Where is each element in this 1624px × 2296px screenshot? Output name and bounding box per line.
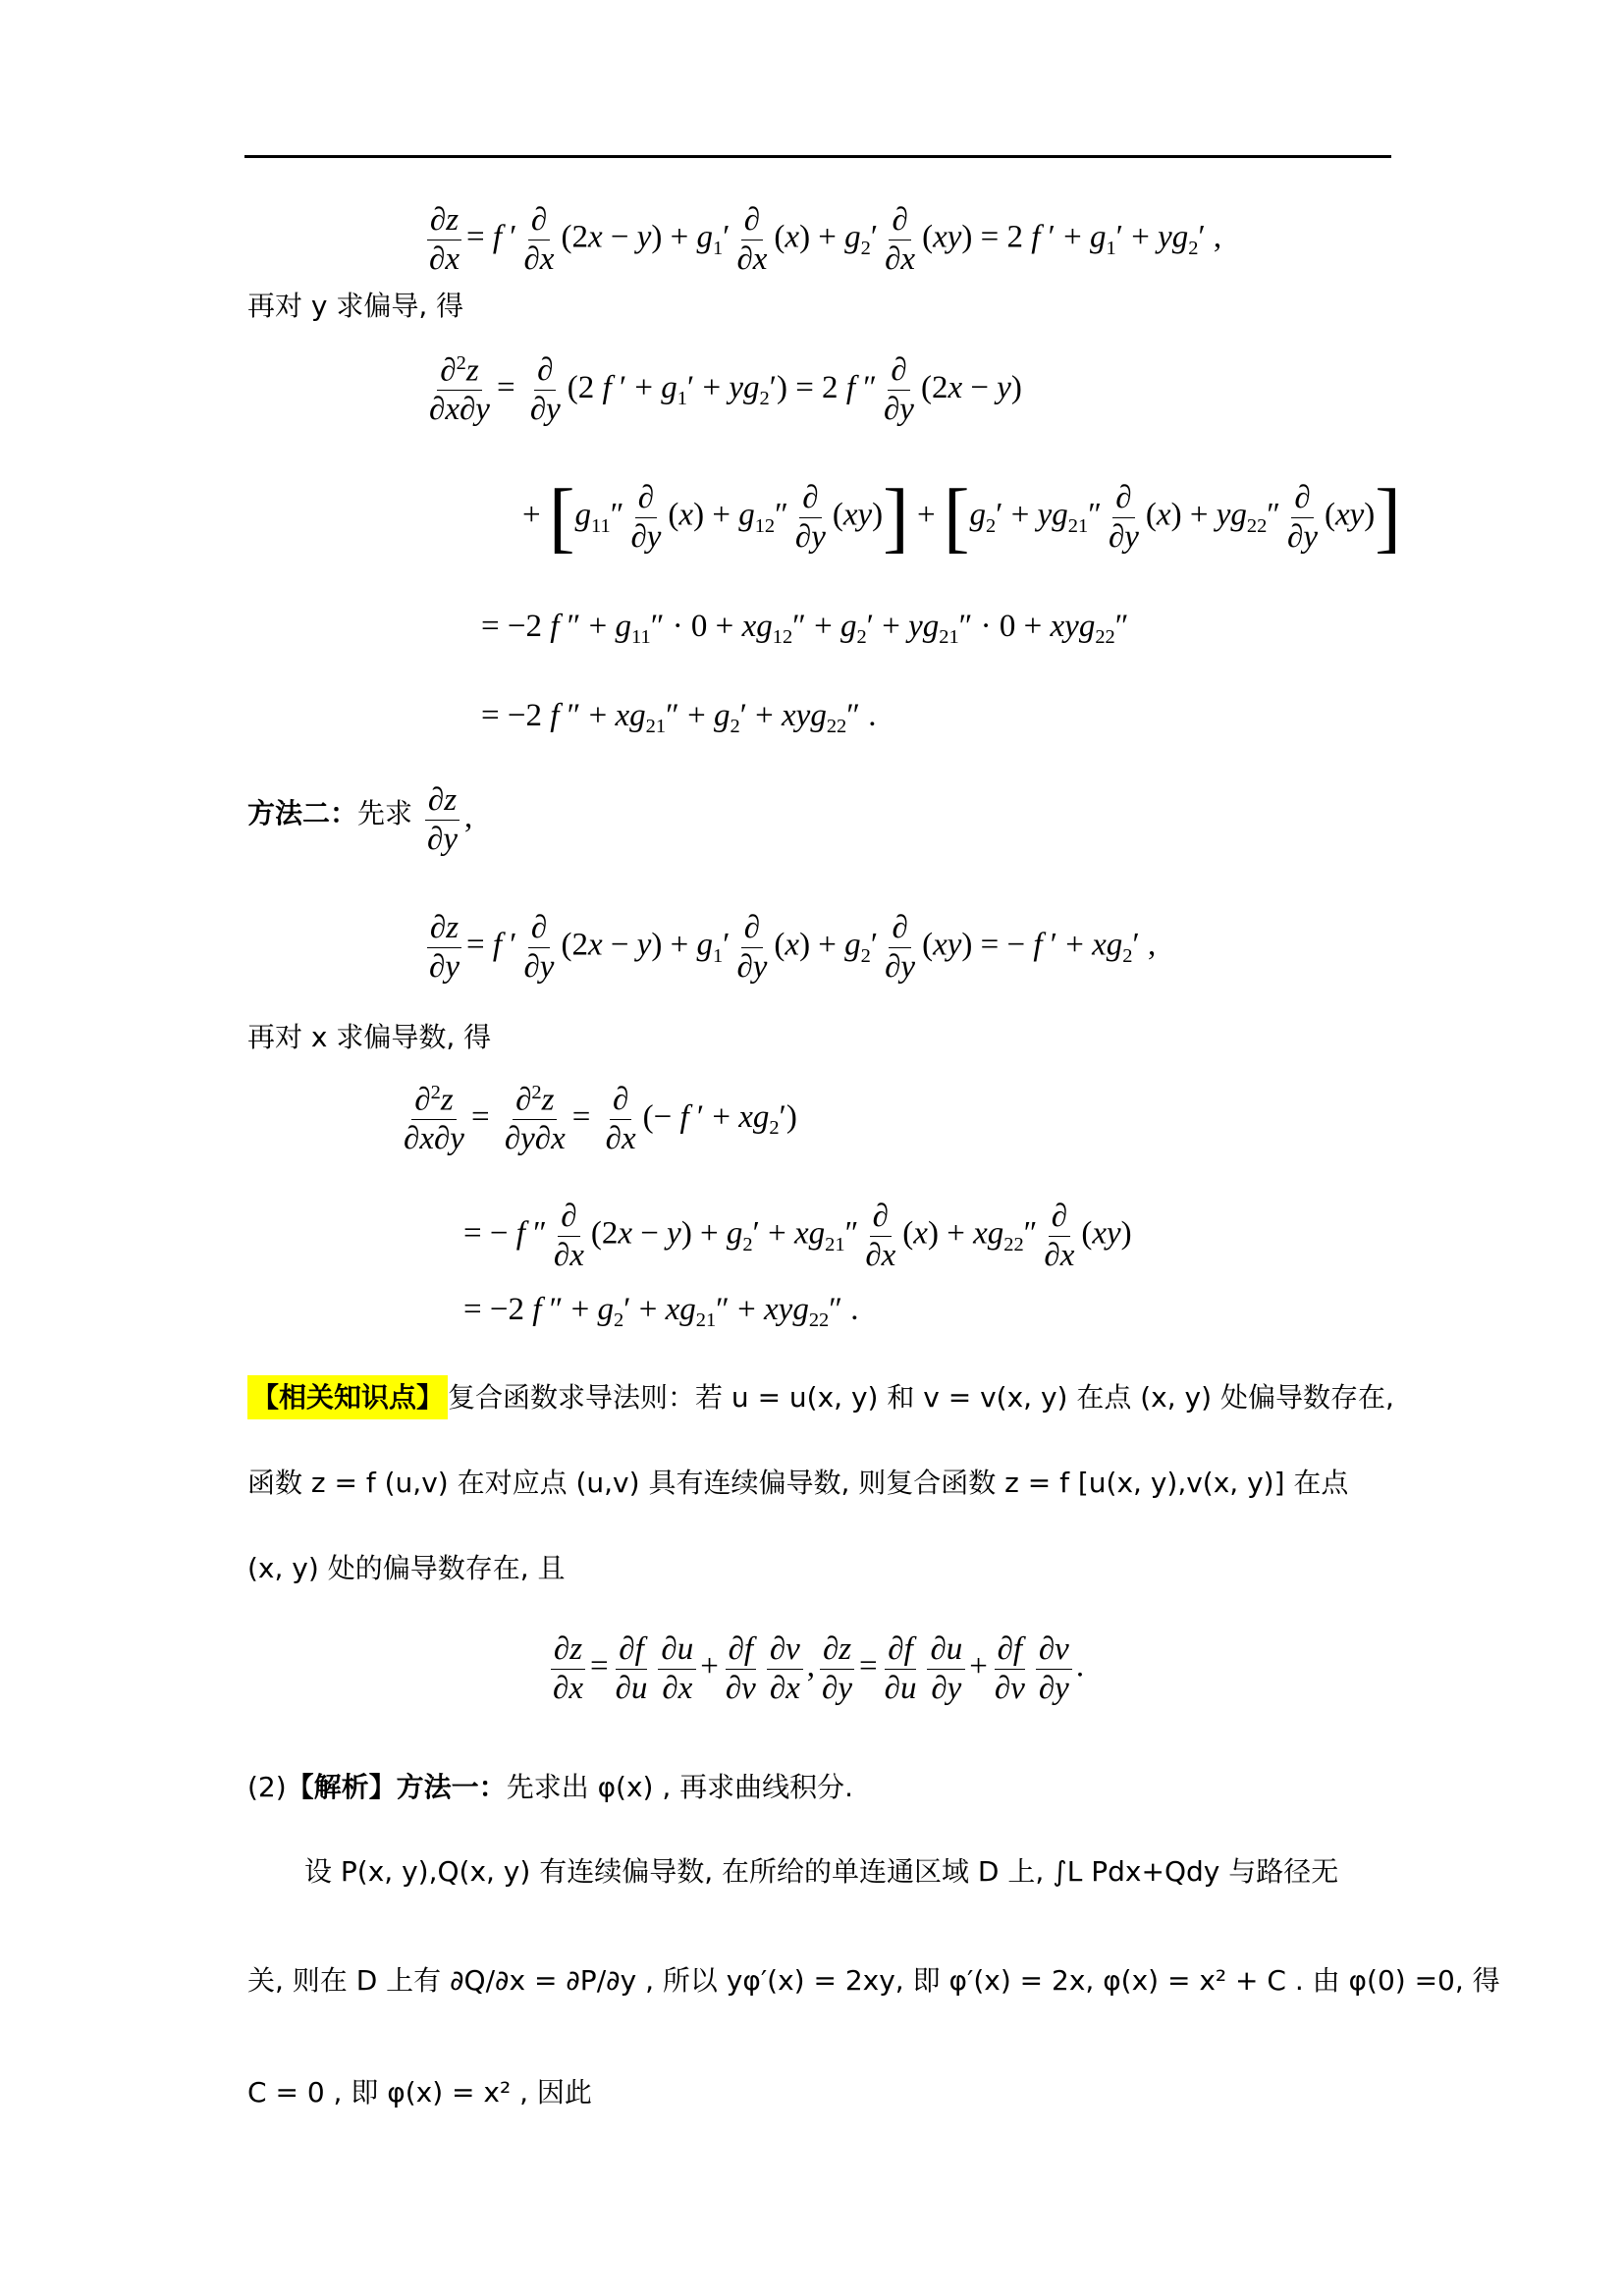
part2-line bbox=[247, 1771, 854, 1803]
equation-d2z-line4: = −2 f ″ + $xg_{21}'' + g_2' + xyg_{22}''$ . bbox=[481, 698, 877, 738]
equation-m2-line3: = −2 f ″ + $g_2' + xg_{21}'' + xyg_{22}''$ . bbox=[463, 1292, 859, 1332]
text-partial-x: 再对 x 求偏导数, 得 bbox=[247, 1021, 492, 1053]
knowledge-line1 bbox=[247, 1381, 1394, 1414]
part2-paragraph-line1: 设 P(x, y),Q(x, y) 有连续偏导数, 在所给的单连通区域 D 上, ∫L Pdx+Qdy 与路径无 bbox=[304, 1855, 1339, 1888]
equation-m2-line1: $\frac{\partial^2z}{\partial x\partial y}$ = $\frac{\partial^2z}{\partial y\partial x}$ = ∂ ∂x (− f ′ + $xg_2'$) bbox=[404, 1082, 797, 1156]
part2-paragraph-line3: C = 0 , 即 φ(x) = x² , 因此 bbox=[247, 2076, 592, 2109]
part2-number: (2) bbox=[247, 1771, 287, 1803]
equation-dz-dy-inline: $\frac{\partial z}{\partial y}$ , bbox=[420, 783, 472, 856]
equation-d2z-line3: = −2 f ″ + $g_{11}'' \cdot 0 + xg_{12}'' + g_2' + yg_{21}'' \cdot 0 + xyg_{22}''$ bbox=[481, 609, 1129, 649]
part2-text: 先求出 φ(x) , 再求曲线积分. bbox=[506, 1771, 854, 1803]
equation-d2z-line1: $\frac{\partial^2z}{\partial x\partial y}$ = ∂ ∂y (2 f ′ + $g_1' + yg_2') = 2$ f ″ ∂ ∂y (2x − y) bbox=[429, 352, 1022, 427]
knowledge-line2: 函数 z = f (u,v) 在对应点 (u,v) 具有连续偏导数, 则复合函数 z = f [u(x, y),v(x, y)] 在点 bbox=[247, 1467, 1349, 1499]
equation-dz-dy: $\frac{\partial z}{\partial y}$ = f ′ ∂ ∂y $(2x - y) + g_1'$ ∂ ∂y $(x) + g_2'$ ∂ ∂y (xy) = − f ′ + $xg_2'$ , bbox=[422, 911, 1156, 984]
method2-label: 方法二： bbox=[247, 797, 358, 829]
knowledge-text-1: 复合函数求导法则：若 u = u(x, y) 和 v = v(x, y) 在点 (x, y) 处偏导数存在, bbox=[448, 1381, 1394, 1414]
part2-paragraph-line2: 关, 则在 D 上有 ∂Q/∂x = ∂P/∂y , 所以 yφ′(x) = 2xy, 即 φ′(x) = 2x, φ(x) = x² + C . 由 φ(0) =0, 得 bbox=[247, 1964, 1500, 1997]
knowledge-line3: (x, y) 处的偏导数存在, 且 bbox=[247, 1552, 566, 1584]
equation-dz-dx: $\frac{\partial z}{\partial x}$ = f ′ ∂ ∂x $(2x - y) + g_1'$ ∂ ∂x $(x) + g_2'$ ∂ ∂x (xy) = 2 f ′ + $g_1' + yg_2'$ , bbox=[422, 203, 1221, 276]
header-rule bbox=[244, 155, 1391, 158]
knowledge-label: 【相关知识点】 bbox=[247, 1375, 448, 1419]
method2-line bbox=[247, 797, 413, 829]
equation-d2z-line2: + [$g_{11}''$ ∂ ∂y $(x) + g_{12}''$ ∂ ∂y $(xy)] + [g_2' + yg_{21}''$ ∂ ∂y $(x) + yg_{22}''$ ∂ ∂y (xy)] bbox=[522, 474, 1401, 561]
text-partial-y: 再对 y 求偏导, 得 bbox=[247, 290, 464, 322]
equation-chain-rule: $\frac{\partial z}{\partial x}$ = $\frac{\partial f}{\partial u}$ $\frac{\partial u}{\partial x}$ + $\frac{\partial f}{\partial v}$ $\frac{\partial v}{\partial x}$ , $\frac{\partial z}{\partial y}$ = $\frac{\partial f}{\partial u}$ $\frac{\partial u}{\partial y}$ + $\frac{\partial f}{\partial v}$ $\frac{\partial v}{\partial y}$ . bbox=[546, 1632, 1084, 1705]
method2-text: 先求 bbox=[357, 797, 413, 829]
equation-m2-line2: = − f ″ ∂ ∂x $(2x - y) + g_2' + xg_{21}''$ ∂ ∂x $(x) + xg_{22}''$ ∂ ∂x (xy) bbox=[463, 1199, 1132, 1273]
part2-label: 【解析】方法一： bbox=[286, 1771, 507, 1803]
